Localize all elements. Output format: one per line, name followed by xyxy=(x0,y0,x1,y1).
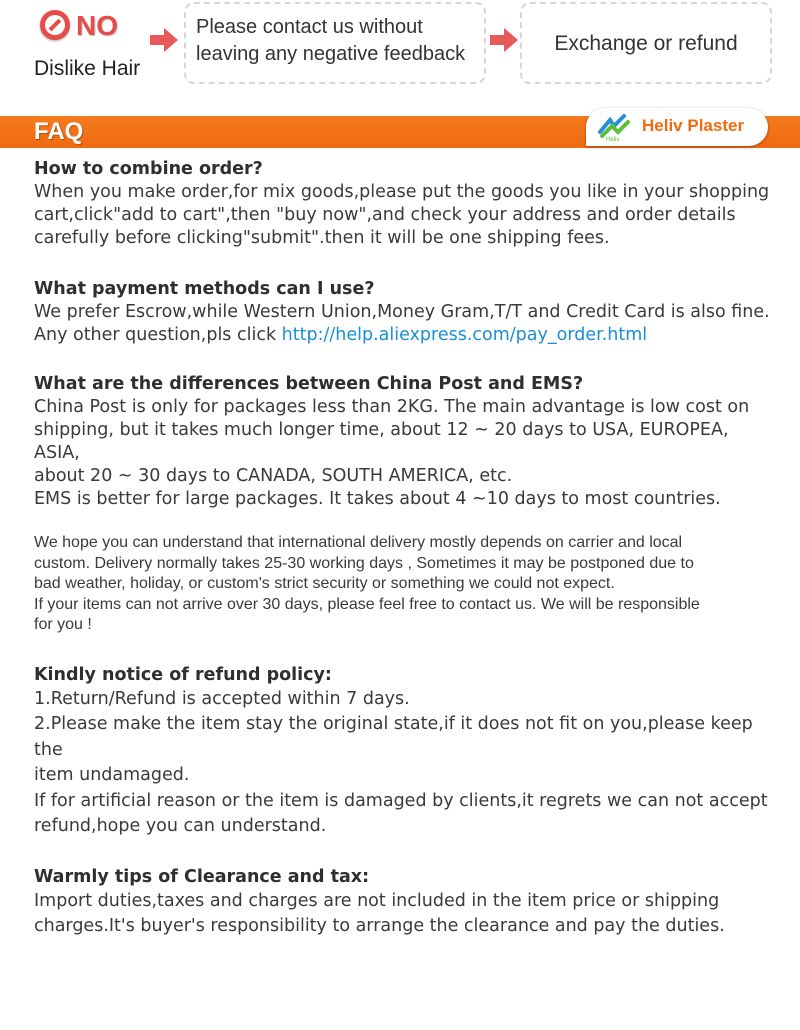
answer-line: about 20 ~ 30 days to CANADA, SOUTH AMERICA, etc. xyxy=(34,466,513,486)
answer-line: shipping, but it takes much longer time, about 12 ~ 20 days to USA, EUROPEA, ASIA, xyxy=(34,420,729,463)
brand-small-text: Heliv xyxy=(606,137,620,142)
no-entry-icon xyxy=(40,10,70,40)
section-shipping xyxy=(34,373,774,511)
answer-line: 2.Please make the item stay the original state,if it does not fit on you,please keep the xyxy=(34,714,753,760)
question-shipping: What are the differences between China Post and EMS? xyxy=(34,374,584,394)
no-label: NO xyxy=(76,10,118,41)
answer-text: Any other question,pls click xyxy=(34,325,282,345)
section-combine-order xyxy=(34,158,774,250)
question-payment: What payment methods can I use? xyxy=(34,279,375,299)
question-combine-order: How to combine order? xyxy=(34,159,263,179)
faq-header-bar xyxy=(0,116,800,148)
answer-line: Import duties,taxes and charges are not included in the item price or shipping xyxy=(34,890,720,911)
faq-title: FAQ xyxy=(34,118,84,145)
question-refund-policy: Kindly notice of refund policy: xyxy=(34,664,332,685)
note-line: If your items can not arrive over 30 days, please feel free to contact us. We will be responsible xyxy=(34,595,700,613)
answer-line xyxy=(34,324,774,347)
heliv-logo-icon xyxy=(596,112,632,142)
answer-line: charges.It's buyer's responsibility to arrange the clearance and pay the duties. xyxy=(34,916,725,936)
answer-line: If for artificial reason or the item is damaged by clients,it regrets we can not accept xyxy=(34,790,768,811)
answer-line: EMS is better for large packages. It takes about 4 ~10 days to most countries. xyxy=(34,489,721,509)
contact-line-2: leaving any negative feedback xyxy=(196,43,466,65)
faq-content xyxy=(34,158,774,940)
arrow-right-icon xyxy=(490,28,520,52)
question-clearance-tax: Warmly tips of Clearance and tax: xyxy=(34,866,370,887)
section-payment xyxy=(34,278,774,347)
dislike-hair-label: Dislike Hair xyxy=(34,57,141,80)
answer-line: cart,click"add to cart",then "buy now",and check your address and order details xyxy=(34,205,736,225)
answer-line: 1.Return/Refund is accepted within 7 days. xyxy=(34,688,410,709)
arrow-right-icon xyxy=(150,28,180,52)
answer-line: We prefer Escrow,while Western Union,Money Gram,T/T and Credit Card is also fine. xyxy=(34,302,770,322)
note-line: bad weather, holiday, or custom's strict security or something we could not expect. xyxy=(34,575,615,592)
process-flow xyxy=(0,0,800,110)
answer-line: When you make order,for mix goods,please put the goods you like in your shopping xyxy=(34,182,770,202)
payment-help-link[interactable]: http://help.aliexpress.com/pay_order.html xyxy=(281,325,648,345)
answer-line: refund,hope you can understand. xyxy=(34,816,327,836)
note-line: custom. Delivery normally takes 25-30 working days , Sometimes it may be postponed due to xyxy=(34,554,694,572)
answer-line: carefully before clicking"submit".then it will be one shipping fees. xyxy=(34,228,610,248)
brand-name: Heliv Plaster xyxy=(642,116,745,135)
no-badge xyxy=(38,6,134,50)
section-clearance-tax xyxy=(34,866,774,940)
section-delivery-note xyxy=(34,533,774,636)
contact-us-box xyxy=(184,2,486,84)
note-line: We hope you can understand that international delivery mostly depends on carrier and local xyxy=(34,534,683,551)
brand-badge xyxy=(586,108,768,146)
answer-line: item undamaged. xyxy=(34,765,190,785)
exchange-refund-box xyxy=(520,2,772,84)
exchange-refund-label: Exchange or refund xyxy=(554,32,738,55)
answer-line: China Post is only for packages less than 2KG. The main advantage is low cost on xyxy=(34,397,750,417)
contact-line-1: Please contact us without xyxy=(196,16,423,38)
note-line: for you ! xyxy=(34,616,92,633)
section-refund-policy xyxy=(34,664,774,840)
